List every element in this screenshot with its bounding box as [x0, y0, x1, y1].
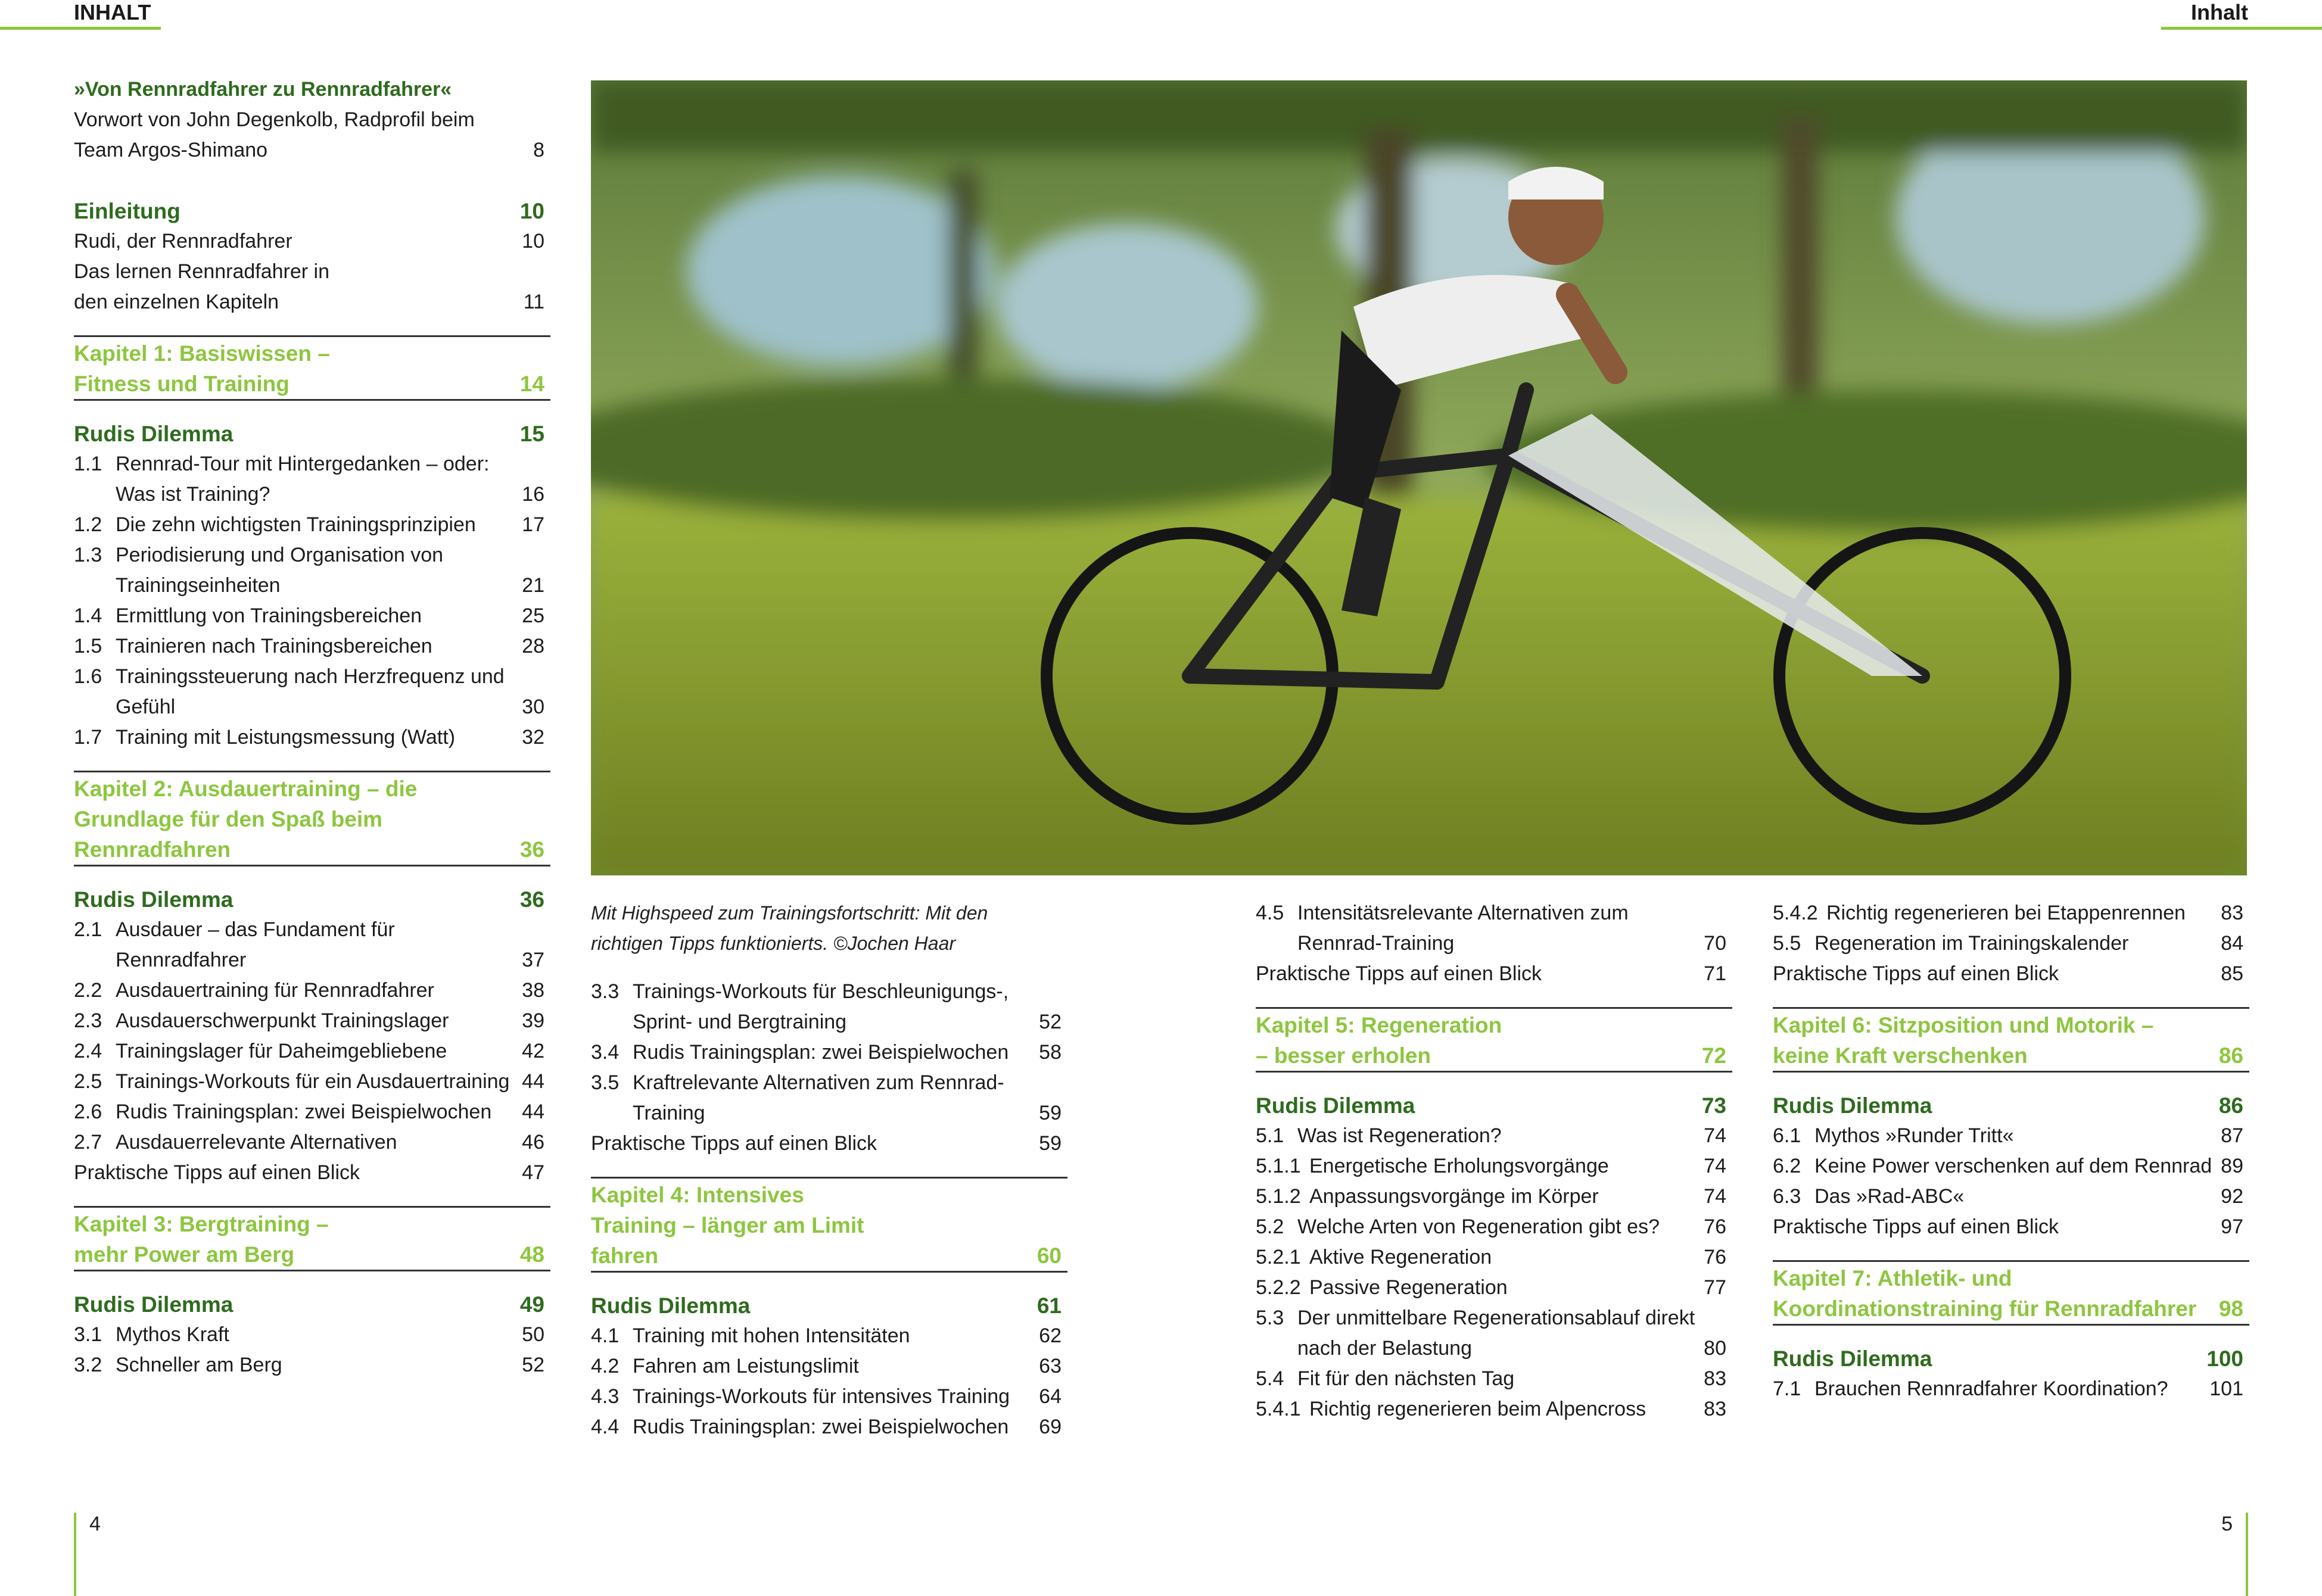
toc-entry[interactable] [74, 226, 550, 257]
entry-title: Ausdauerrelevante Alternativen [116, 1131, 397, 1154]
page-number: 80 [1704, 1337, 1726, 1360]
entry-number: 5.4 [1256, 1367, 1284, 1390]
toc-entry[interactable] [74, 1036, 550, 1067]
page-number: 17 [522, 513, 544, 536]
page-number: 25 [522, 604, 544, 627]
entry-title: Rudis Trainingsplan: zwei Beispielwochen [633, 1041, 1009, 1064]
toc-entry-dilemma[interactable] [591, 1290, 1067, 1321]
entry-title: Das »Rad-ABC« [1814, 1185, 1965, 1208]
entry-number: 4.2 [591, 1355, 620, 1377]
chapter-heading-7[interactable] [1773, 1260, 2249, 1326]
toc-entry[interactable] [74, 449, 550, 510]
toc-entry[interactable] [591, 1382, 1067, 1412]
page-number: 86 [2218, 1093, 2243, 1118]
page-number: 36 [519, 837, 544, 862]
entry-number: 6.1 [1773, 1124, 1801, 1147]
intro-title: Einleitung [74, 199, 180, 223]
toc-entry[interactable] [1256, 1364, 1732, 1394]
toc-entry[interactable] [1773, 928, 2249, 959]
page-number: 44 [522, 1101, 544, 1123]
page-number: 48 [519, 1242, 544, 1267]
entry-title: Passive Regeneration [1309, 1276, 1508, 1299]
entry-title: Rudis Dilemma [74, 887, 234, 912]
chapter-title: Kapitel 5: Regeneration – besser erholen [1256, 1013, 1502, 1068]
entry-title: Rudi, der Rennradfahrer [74, 230, 292, 253]
page-number: 74 [1704, 1185, 1726, 1208]
entry-title: Das lernen Rennradfahrer in den einzelnen Kapiteln [74, 260, 330, 313]
entry-title: Ausdauertraining für Rennradfahrer [116, 979, 434, 1002]
entry-number: 1.3 [74, 544, 102, 566]
toc-entry-dilemma[interactable] [74, 884, 550, 915]
page-number: 98 [2218, 1296, 2243, 1321]
toc-entry[interactable] [1256, 1394, 1732, 1424]
entry-number: 4.1 [591, 1324, 620, 1347]
column-2-list [591, 977, 1067, 1129]
chapter-2-list [74, 915, 550, 1158]
entry-number: 1.6 [74, 665, 102, 688]
chapter-title: Kapitel 1: Basiswissen – Fitness und Training [74, 341, 330, 396]
toc-entry[interactable] [74, 631, 550, 662]
page-number: 10 [519, 199, 544, 223]
entry-title: Rudis Dilemma [74, 422, 234, 446]
page-number: 21 [522, 574, 544, 597]
entry-title: Trainings-Workouts für ein Ausdauertraining [116, 1070, 510, 1093]
entry-number: 5.2.2 [1256, 1276, 1301, 1299]
page-number: 83 [1704, 1398, 1726, 1420]
entry-number: 5.1.1 [1256, 1155, 1301, 1177]
page-number: 73 [1701, 1093, 1726, 1118]
page-number: 50 [522, 1323, 544, 1346]
entry-title: Trainings-Workouts für Beschleunigungs-, Sprint- und Bergtraining [633, 980, 1009, 1033]
toc-entry[interactable] [1256, 1212, 1732, 1242]
chapter-title: Kapitel 2: Ausdauertraining – die Grundlage für den Spaß beim Rennradfahren [74, 777, 418, 862]
entry-number: 5.5 [1773, 932, 1801, 955]
chapter-heading-1[interactable] [74, 335, 550, 401]
page-number: 74 [1704, 1155, 1726, 1177]
page-number: 58 [1039, 1041, 1062, 1064]
toc-entry[interactable] [591, 1351, 1067, 1382]
toc-entry[interactable] [1256, 1182, 1732, 1212]
entry-title: Richtig regenerieren beim Alpencross [1309, 1398, 1646, 1420]
entry-title: Rennrad-Tour mit Hintergedanken – oder: Was ist Training? [116, 453, 490, 506]
page-number: 11 [523, 291, 544, 313]
entry-title: Training mit Leistungsmessung (Watt) [116, 726, 456, 749]
page-number: 100 [2206, 1346, 2243, 1371]
page-number: 92 [2221, 1185, 2243, 1208]
entry-title: Ermittlung von Trainingsbereichen [116, 604, 422, 627]
entry-number: 1.4 [74, 604, 102, 627]
entry-number: 1.5 [74, 635, 102, 657]
entry-number: 2.1 [74, 918, 102, 941]
chapter-3-list [74, 1320, 550, 1380]
entry-number: 3.2 [74, 1354, 102, 1376]
entry-number: 2.2 [74, 979, 102, 1002]
toc-entry[interactable] [1773, 898, 2249, 928]
entry-number: 4.3 [591, 1385, 620, 1408]
entry-title: Die zehn wichtigsten Trainingsprinzipien [116, 513, 476, 536]
photo-caption: Mit Highspeed zum Trainingsfortschritt: Mit den richtigen Tipps funktionierts. ©Jochen Haar [591, 902, 988, 954]
entry-title: Ausdauer – das Fundament für Rennradfahrer [116, 918, 395, 971]
entry-title: Fahren am Leistungslimit [633, 1355, 859, 1377]
page-number: 44 [522, 1070, 544, 1093]
entry-title: Rudis Dilemma [1256, 1093, 1415, 1118]
page-number: 72 [1701, 1043, 1726, 1068]
page-number: 69 [1039, 1416, 1062, 1438]
entry-number: 6.3 [1773, 1185, 1801, 1208]
toc-entry-dilemma[interactable] [74, 1289, 550, 1320]
chapter-heading-2[interactable] [74, 771, 550, 866]
entry-number: 2.3 [74, 1009, 102, 1032]
entry-number: 2.7 [74, 1131, 102, 1154]
toc-entry[interactable] [74, 915, 550, 975]
toc-entry-tips[interactable] [1256, 959, 1732, 989]
page-number: 61 [1037, 1293, 1062, 1318]
entry-number: 1.1 [74, 453, 102, 475]
chapter-title: Kapitel 6: Sitzposition und Motorik – keine Kraft verschenken [1773, 1013, 2154, 1068]
running-header-right: Inhalt [2161, 0, 2322, 30]
entry-title: Energetische Erholungsvorgänge [1309, 1155, 1609, 1177]
page-number: 76 [1704, 1215, 1726, 1238]
toc-entry[interactable] [1773, 1121, 2249, 1151]
entry-number: 5.1.2 [1256, 1185, 1301, 1208]
toc-entry-tips[interactable] [1773, 1212, 2249, 1242]
toc-entry[interactable] [591, 977, 1067, 1037]
page-number: 52 [522, 1354, 544, 1376]
entry-number: 3.5 [591, 1071, 620, 1094]
toc-entry[interactable] [74, 257, 550, 317]
entry-title: Praktische Tipps auf einen Blick [591, 1132, 877, 1155]
page-number: 36 [519, 887, 544, 912]
entry-number: 4.4 [591, 1416, 620, 1438]
page-number: 52 [1039, 1011, 1062, 1033]
chapter-7-list [1773, 1374, 2249, 1404]
entry-title: Aktive Regeneration [1309, 1246, 1492, 1268]
entry-title: Trainingslager für Daheimgebliebene [116, 1040, 447, 1062]
entry-title: Praktische Tipps auf einen Blick [74, 1161, 360, 1184]
toc-entry-dilemma[interactable] [1773, 1343, 2249, 1374]
page-number: 10 [522, 230, 544, 253]
toc-entry[interactable] [74, 1350, 550, 1380]
toc-entry[interactable] [74, 540, 550, 601]
page-number: 8 [533, 139, 544, 161]
entry-title: Welche Arten von Regeneration gibt es? [1297, 1215, 1660, 1238]
page-number: 101 [2209, 1377, 2243, 1400]
entry-title: Rudis Dilemma [1773, 1093, 1932, 1118]
toc-column-1 [74, 74, 550, 1380]
toc-entry[interactable] [74, 1320, 550, 1350]
toc-entry[interactable] [1773, 1182, 2249, 1212]
chapter-title: Kapitel 3: Bergtraining – mehr Power am Berg [74, 1212, 329, 1267]
toc-entry[interactable] [591, 1321, 1067, 1351]
entry-title: Fit für den nächsten Tag [1297, 1367, 1515, 1390]
page-number: 70 [1704, 932, 1726, 955]
page-number: 37 [522, 949, 544, 971]
entry-title: Rudis Trainingsplan: zwei Beispielwochen [116, 1101, 492, 1123]
page-number: 42 [522, 1040, 544, 1062]
page-number: 15 [519, 422, 544, 446]
page-number: 28 [522, 635, 544, 657]
toc-entry[interactable] [1256, 1303, 1732, 1364]
page-number: 16 [522, 483, 544, 506]
page-number: 47 [522, 1161, 544, 1184]
page-number: 46 [522, 1131, 544, 1154]
toc-entry[interactable] [591, 1412, 1067, 1442]
entry-title: Praktische Tipps auf einen Blick [1773, 962, 2059, 985]
entry-number: 1.7 [74, 726, 102, 749]
toc-entry[interactable] [1256, 1242, 1732, 1273]
preface-text: Vorwort von John Degenkolb, Radprofil beim Team Argos-Shimano [74, 108, 475, 161]
entry-number: 5.4.2 [1773, 902, 1818, 924]
page-number: 83 [2221, 902, 2243, 924]
column-4-list [1773, 898, 2249, 959]
entry-number: 5.1 [1256, 1124, 1284, 1147]
page-number: 89 [2221, 1155, 2243, 1177]
entry-number: 6.2 [1773, 1155, 1801, 1177]
toc-entry[interactable] [74, 1067, 550, 1097]
toc-column-2 [591, 898, 1067, 1442]
toc-column-3 [1256, 898, 1732, 1424]
cyclist-photo [591, 80, 2247, 875]
page-number-right: 5 [2221, 1513, 2248, 1596]
page-number: 83 [1704, 1367, 1726, 1390]
page-number: 71 [1704, 962, 1726, 985]
entry-number: 5.3 [1256, 1307, 1284, 1329]
entry-title: Praktische Tipps auf einen Blick [1256, 962, 1542, 985]
entry-number: 3.4 [591, 1041, 620, 1064]
chapter-5-list [1256, 1121, 1732, 1424]
toc-entry[interactable] [74, 1006, 550, 1036]
entry-title: Schneller am Berg [116, 1354, 282, 1376]
toc-entry-tips[interactable] [74, 1158, 550, 1188]
toc-entry[interactable] [1256, 1151, 1732, 1182]
toc-entry-tips[interactable] [1773, 959, 2249, 989]
toc-entry[interactable] [74, 722, 550, 753]
page-number: 87 [2221, 1124, 2243, 1147]
entry-number: 7.1 [1773, 1377, 1801, 1400]
page-number: 86 [2218, 1043, 2243, 1068]
entry-title: Rudis Dilemma [1773, 1346, 1932, 1371]
page-number: 39 [522, 1009, 544, 1032]
toc-entry[interactable] [74, 975, 550, 1006]
entry-title: Regeneration im Trainingskalender [1814, 932, 2129, 955]
page-number: 97 [2221, 1215, 2243, 1238]
entry-title: Trainingssteuerung nach Herzfrequenz und Gefühl [116, 665, 505, 718]
toc-entry[interactable] [1773, 1151, 2249, 1182]
column-3-list [1256, 898, 1732, 959]
page-number-left: 4 [74, 1513, 101, 1596]
page-number: 64 [1039, 1385, 1062, 1408]
page-number: 59 [1039, 1132, 1062, 1155]
entry-number: 4.5 [1256, 902, 1284, 924]
toc-entry-dilemma[interactable] [1773, 1090, 2249, 1121]
toc-entry[interactable] [1256, 1273, 1732, 1303]
entry-title: Mythos Kraft [116, 1323, 229, 1346]
toc-entry[interactable] [591, 1037, 1067, 1068]
page-number: 62 [1039, 1324, 1062, 1347]
entry-title: Der unmittelbare Regenerationsablauf direkt nach der Belastung [1297, 1307, 1695, 1360]
entry-title: Ausdauerschwerpunkt Trainingslager [116, 1009, 449, 1032]
page-number: 76 [1704, 1246, 1726, 1268]
toc-entry-preface[interactable] [74, 74, 550, 166]
entry-title: Brauchen Rennradfahrer Koordination? [1814, 1377, 2168, 1400]
chapter-title: Kapitel 7: Athletik- und Koordinationstraining für Rennradfahrer [1773, 1266, 2197, 1321]
page-number: 14 [519, 372, 544, 396]
page-number: 63 [1039, 1355, 1062, 1377]
entry-number: 3.3 [591, 980, 620, 1003]
toc-entry[interactable] [74, 1127, 550, 1158]
toc-entry[interactable] [591, 1068, 1067, 1129]
entry-title: Rudis Trainingsplan: zwei Beispielwochen [633, 1416, 1009, 1438]
toc-entry[interactable] [74, 601, 550, 631]
page-number: 74 [1704, 1124, 1726, 1147]
entry-title: Keine Power verschenken auf dem Rennrad [1814, 1155, 2212, 1177]
entry-title: Intensitätsrelevante Alternativen zum Rennrad-Training [1297, 902, 1629, 955]
page-number: 60 [1037, 1243, 1062, 1268]
page-number: 49 [519, 1292, 544, 1317]
entry-title: Trainings-Workouts für intensives Training [633, 1385, 1010, 1408]
entry-title: Anpassungsvorgänge im Körper [1309, 1185, 1599, 1208]
entry-number: 2.6 [74, 1101, 102, 1123]
page-number: 59 [1039, 1102, 1062, 1124]
entry-title: Praktische Tipps auf einen Blick [1773, 1215, 2059, 1238]
toc-entry-intro[interactable] [74, 196, 550, 226]
toc-entry[interactable] [1256, 898, 1732, 959]
chapter-4-list [591, 1321, 1067, 1442]
toc-entry-dilemma[interactable] [74, 419, 550, 449]
entry-number: 5.4.1 [1256, 1398, 1301, 1420]
toc-entry-dilemma[interactable] [1256, 1090, 1732, 1121]
entry-number: 5.2.1 [1256, 1246, 1301, 1268]
entry-title: Rudis Dilemma [74, 1292, 234, 1317]
page-number: 85 [2221, 962, 2243, 985]
running-header-left: INHALT [0, 0, 161, 30]
chapter-6-list [1773, 1121, 2249, 1212]
entry-number: 3.1 [74, 1323, 102, 1346]
entry-title: Kraftrelevante Alternativen zum Rennrad-Training [633, 1071, 1004, 1124]
toc-entry[interactable] [1773, 1374, 2249, 1404]
entry-number: 2.5 [74, 1070, 102, 1093]
page-number: 77 [1704, 1276, 1726, 1299]
entry-number: 1.2 [74, 513, 102, 536]
entry-number: 2.4 [74, 1040, 102, 1062]
toc-entry[interactable] [74, 662, 550, 722]
preface-title: »Von Rennradfahrer zu Rennradfahrer« [74, 78, 452, 101]
toc-entry-tips[interactable] [591, 1129, 1067, 1159]
toc-entry[interactable] [74, 1097, 550, 1127]
chapter-heading-4[interactable] [591, 1177, 1067, 1273]
page-number: 84 [2221, 932, 2243, 955]
page-number: 32 [522, 726, 544, 749]
chapter-heading-6[interactable] [1773, 1007, 2249, 1073]
page-number: 30 [522, 696, 544, 718]
entry-title: Periodisierung und Organisation von Trainingseinheiten [116, 544, 444, 597]
page-number: 38 [522, 979, 544, 1002]
entry-title: Mythos »Runder Tritt« [1814, 1124, 2014, 1147]
toc-entry[interactable] [1256, 1121, 1732, 1151]
chapter-heading-3[interactable] [74, 1206, 550, 1271]
toc-entry[interactable] [74, 510, 550, 540]
toc-column-4 [1773, 898, 2249, 1404]
chapter-title: Kapitel 4: Intensives Training – länger am Limit fahren [591, 1183, 864, 1268]
chapter-heading-5[interactable] [1256, 1007, 1732, 1073]
entry-title: Richtig regenerieren bei Etappenrennen [1826, 902, 2186, 924]
entry-title: Training mit hohen Intensitäten [633, 1324, 910, 1347]
entry-number: 5.2 [1256, 1215, 1284, 1238]
entry-title: Trainieren nach Trainingsbereichen [116, 635, 432, 657]
chapter-1-list [74, 449, 550, 753]
entry-title: Was ist Regeneration? [1297, 1124, 1502, 1147]
entry-title: Rudis Dilemma [591, 1293, 751, 1318]
